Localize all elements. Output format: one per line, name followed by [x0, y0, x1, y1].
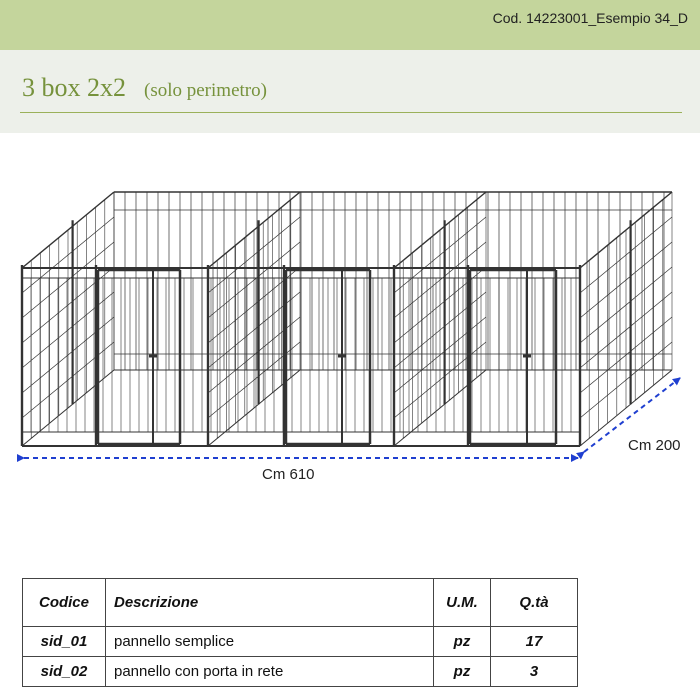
- page-title: [22, 73, 267, 103]
- kennel-drawing: [0, 150, 700, 490]
- row-unit: pz: [434, 627, 491, 657]
- title-subtitle: (solo perimetro): [144, 80, 267, 101]
- row-description: pannello con porta in rete: [106, 657, 434, 687]
- table-row: [23, 627, 578, 657]
- row-unit: pz: [434, 657, 491, 687]
- row-quantity: 17: [491, 627, 578, 657]
- product-code: Cod. 14223001_Esempio 34_D: [492, 10, 688, 26]
- row-code: sid_01: [23, 627, 106, 657]
- kennel-structure: [22, 192, 672, 446]
- title-main: 3 box 2x2: [22, 73, 126, 102]
- header-code: Codice: [23, 579, 106, 627]
- header-description: Descrizione: [106, 579, 434, 627]
- table-header-row: [23, 579, 578, 627]
- title-divider: [20, 112, 682, 113]
- table-row: [23, 657, 578, 687]
- header-quantity: Q.tà: [491, 579, 578, 627]
- parts-table: [22, 578, 578, 687]
- code-strip: [0, 0, 700, 50]
- row-quantity: 3: [491, 657, 578, 687]
- row-code: sid_02: [23, 657, 106, 687]
- width-label: Cm 610: [262, 466, 315, 483]
- depth-label: Cm 200: [628, 437, 681, 454]
- row-description: pannello semplice: [106, 627, 434, 657]
- header-unit: U.M.: [434, 579, 491, 627]
